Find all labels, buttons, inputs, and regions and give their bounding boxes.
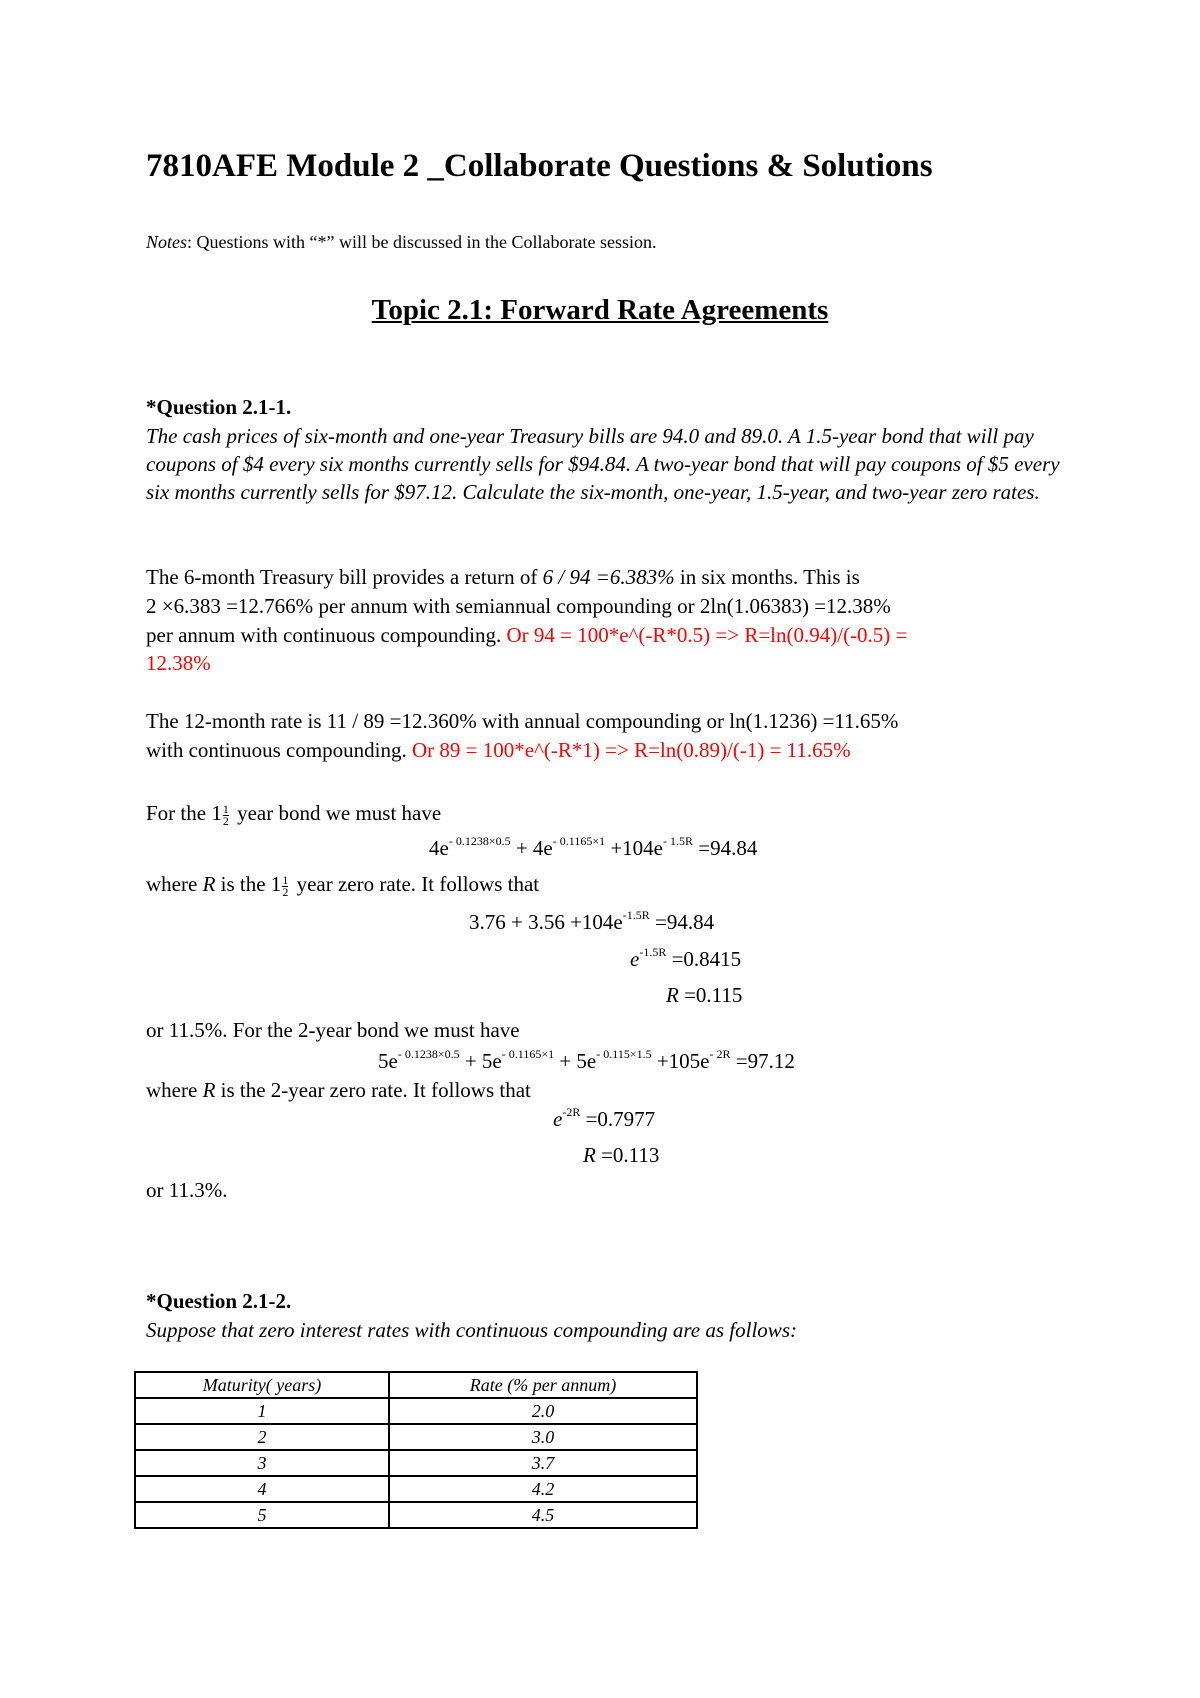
eq-rhs: =97.12 [735,1049,795,1073]
text-run: The 12-month rate is [146,709,322,733]
solution-paragraph-1-line-2 [146,592,891,620]
eq-term: + 5e [559,1049,597,1073]
math-expression: ln(1.1236) =11.65% [729,709,899,733]
eq-lhs: e [553,1107,563,1131]
eq-lhs: 3.76 + 3.56 +104e [469,910,623,934]
table-row [135,1450,697,1476]
eq-term: +105e [656,1049,710,1073]
table-row [135,1502,697,1528]
one-half-fraction [222,801,229,828]
text-run: The 6-month Treasury bill provides a return of [146,565,538,589]
eq-rhs: =0.7977 [585,1107,656,1131]
eq-exponent: - 0.1165×1 [501,1047,555,1061]
eq-exponent: - 1.5R [663,834,694,848]
solution-paragraph-2-line-1 [146,707,898,735]
text-run: where [146,1078,198,1102]
eq-lhs: R [666,983,679,1007]
eq-lhs: e [630,947,640,971]
fraction-denominator: 2 [222,813,229,828]
text-run: year bond we must have [237,801,442,825]
solution-paragraph-5: or 11.5%. For the 2-year bond we must have [146,1018,520,1042]
column-header-rate: Rate (% per annum) [389,1372,697,1398]
text-run: where [146,872,198,896]
text-run: with continuous compounding. [146,738,407,762]
text-run: is the 1 [220,872,282,896]
document-title: 7810AFE Module 2 _Collaborate Questions & Solutions [146,148,933,184]
eq-exponent: -1.5R [622,908,650,922]
text-run: per annum with semiannual compounding or [318,594,695,618]
variable-r: R [202,872,216,896]
eq-exponent: - 0.1165×1 [552,834,606,848]
notes-line [146,232,656,253]
equation-7 [583,1143,659,1168]
red-annotation: Or 89 = 100*e^(-R*1) => R=ln(0.89)/(-1) = 11.65% [412,738,851,762]
one-half-fraction [282,872,289,899]
text-run: is the 2-year zero rate. It follows that [220,1078,531,1102]
zero-rates-table [134,1371,698,1529]
equation-1 [429,836,757,861]
question-2-heading: *Question 2.1-2. [146,1289,292,1313]
question-1-text: The cash prices of six-month and one-year Treasury bills are 94.0 and 89.0. A 1.5-year bond that will pay coupons of $4 every six months currently sells for $94.84. A two-year bond that will pay coupons of $5 every six months currently sells for $97.12. Calculate the six-month, one-year, 1.5-year, and two-year zero rates. [146,424,1060,504]
notes-text: : Questions with “*” will be discussed in the Collaborate session. [187,232,657,252]
table-row [135,1424,697,1450]
equation-3 [630,947,741,972]
eq-exponent: - 2R [709,1047,731,1061]
equation-5 [378,1049,795,1074]
eq-exponent: -1.5R [639,945,667,959]
rate-cell: 4.2 [389,1476,697,1502]
notes-label: Notes [146,232,188,252]
rate-cell: 2.0 [389,1398,697,1424]
red-annotation: Or 94 = 100*e^(-R*0.5) => R=ln(0.94)/(-0.5) = [506,623,908,647]
solution-paragraph-6 [146,1076,531,1104]
eq-lhs: R [583,1143,596,1167]
question-2-text: Suppose that zero interest rates with continuous compounding are as follows: [146,1318,797,1342]
eq-term: + 5e [464,1049,502,1073]
eq-rhs: =94.84 [698,836,758,860]
solution-paragraph-7: or 11.3%. [146,1178,228,1202]
maturity-cell: 1 [135,1398,389,1424]
table-row [135,1398,697,1424]
eq-exponent: - 0.1238×0.5 [397,1047,460,1061]
eq-rhs: =0.8415 [671,947,742,971]
solution-paragraph-1-line-1 [146,563,860,591]
fraction-denominator: 2 [282,884,289,899]
eq-term: 5e [378,1049,398,1073]
fraction-numerator: 1 [282,872,289,887]
solution-paragraph-2-line-2 [146,736,851,764]
rate-cell: 3.0 [389,1424,697,1450]
eq-exponent: - 0.115×1.5 [596,1047,652,1061]
text-run: For the 1 [146,801,222,825]
maturity-cell: 4 [135,1476,389,1502]
table-row [135,1476,697,1502]
equation-6 [553,1107,655,1132]
math-expression: 6 / 94 =6.383% [542,565,675,589]
column-header-maturity: Maturity( years) [135,1372,389,1398]
question-1-heading: *Question 2.1-1. [146,395,292,419]
text-run: year zero rate. It follows that [296,872,540,896]
solution-paragraph-3 [146,799,441,827]
math-expression: 2ln(1.06383) =12.38% [699,594,891,618]
math-expression: 2 ×6.383 =12.766% [146,594,314,618]
eq-exponent: -2R [562,1105,581,1119]
topic-heading: Topic 2.1: Forward Rate Agreements [371,294,829,326]
rate-cell: 3.7 [389,1450,697,1476]
eq-rhs: =0.115 [684,983,743,1007]
eq-rhs: =0.113 [601,1143,660,1167]
math-expression: 11 / 89 =12.360% [326,709,477,733]
eq-term: + 4e [515,836,553,860]
text-run: per annum with continuous compounding. [146,623,502,647]
fraction-numerator: 1 [222,801,229,816]
equation-2 [469,910,714,935]
table-header-row [135,1372,697,1398]
variable-r: R [202,1078,216,1102]
rate-cell: 4.5 [389,1502,697,1528]
red-annotation-continued: 12.38% [146,651,211,675]
text-run: with annual compounding or [481,709,724,733]
solution-paragraph-1-line-3 [146,621,907,649]
eq-term: 4e [429,836,449,860]
eq-term: +104e [610,836,664,860]
eq-exponent: - 0.1238×0.5 [448,834,511,848]
maturity-cell: 2 [135,1424,389,1450]
solution-paragraph-4 [146,870,539,898]
text-run: in six months. This is [679,565,860,589]
maturity-cell: 5 [135,1502,389,1528]
equation-4 [666,983,742,1008]
eq-rhs: =94.84 [655,910,715,934]
maturity-cell: 3 [135,1450,389,1476]
